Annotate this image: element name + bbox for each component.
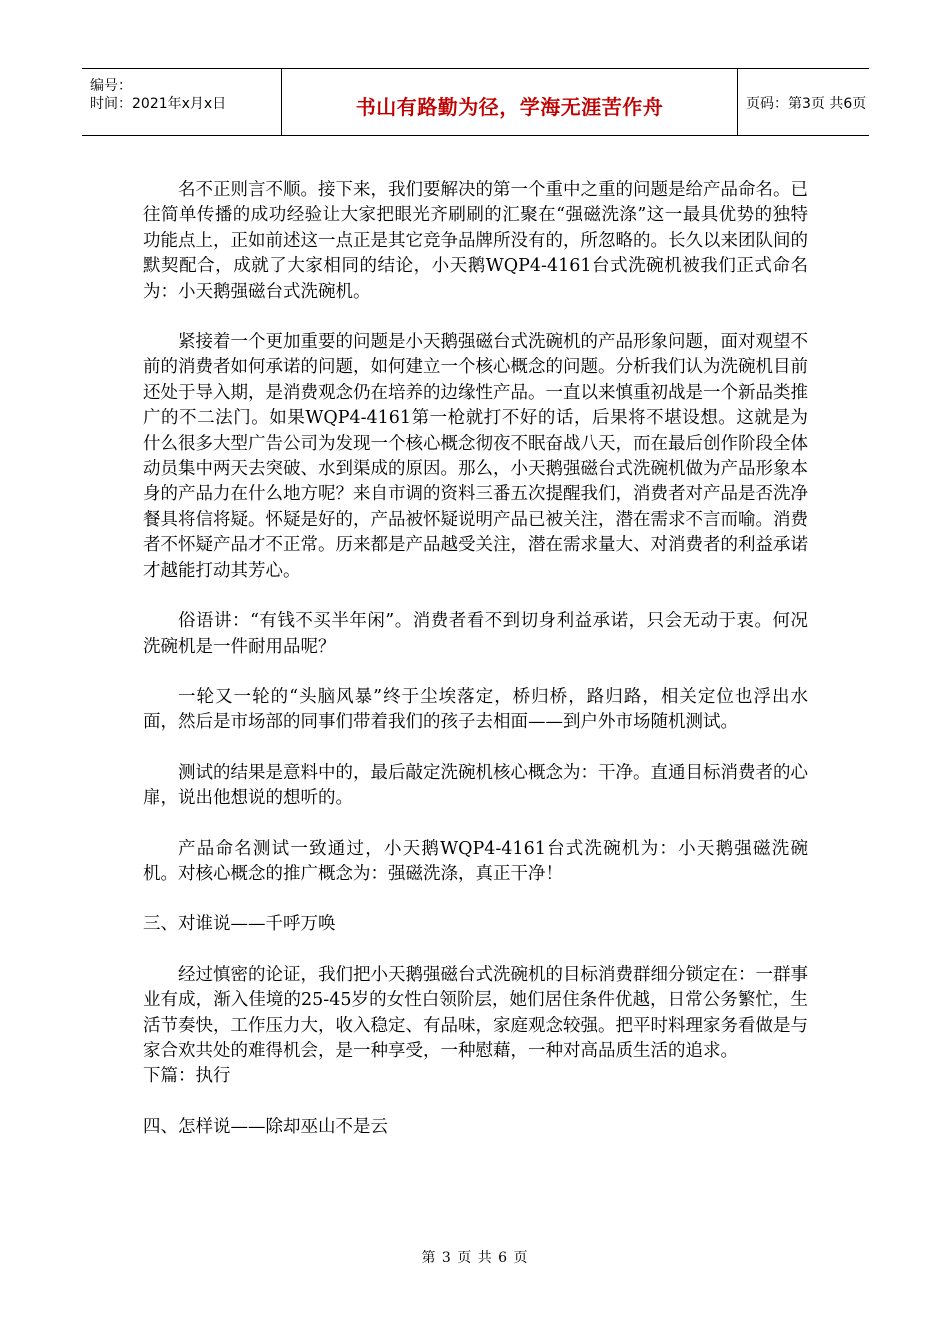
header-motto-cell (282, 69, 738, 135)
paragraph-brainstorm: 一轮又一轮的“头脑风暴”终于尘埃落定，桥归桥，路归路，相关定位也浮出水面，然后是市场部的同事们带着我们的孩子去相面——到户外市场随机测试。 (143, 686, 808, 733)
paragraph-target-audience: 经过慎密的论证，我们把小天鹅强磁台式洗碗机的目标消费群细分锁定在：一群事业有成，渐入佳境的25-45岁的女性白领阶层，她们居住条件优越，日常公务繁忙，生活节奏快，工作压力大，收入稳定、有品味，家庭观念较强。把平时料理家务看做是与家合欢共处的难得机会，是一种享受，一种慰藉，一种对高品质生活的追求。 (143, 964, 808, 1061)
page-footer: 第 3 页 共 6 页 (421, 1250, 529, 1266)
section-heading-target: 三、对谁说——千呼万唤 (143, 914, 336, 935)
paragraph-naming-test: 产品命名测试一致通过，小天鹅WQP4-4161台式洗碗机为：小天鹅强磁洗碗机。对核心概念的推广概念为：强磁洗涤，真正干净！ (143, 838, 808, 884)
paragraph-product-image: 紧接着一个更加重要的问题是小天鹅强磁台式洗碗机的产品形象问题，面对观望不前的消费者如何承诺的问题，如何建立一个核心概念的问题。分析我们认为洗碗机目前还处于导入期，是消费观念仍在培养的边缘性产品。一直以来慎重初战是一个新品类推广的不二法门。如果WQP4-4161第一枪就打不好的话，后果将不堪设想。这就是为什么很多大型广告公司为发现一个核心概念彻夜不眠奋战八天，而在最后创作阶段全体动员集中两天去突破、水到渠成的原因。那么，小天鹅强磁台式洗碗机做为产品形象本身的产品力在什么地方呢？来自市调的资料三番五次提醒我们，消费者对产品是否洗净餐具将信将疑。怀疑是好的，产品被怀疑说明产品已被关注，潜在需求不言而喻。消费者不怀疑产品才不正常。历来都是产品越受关注，潜在需求量大、对消费者的利益承诺才越能打动其芳心。 (143, 332, 808, 581)
document-number-label: 编号： (90, 78, 132, 94)
header-motto: 书山有路勤为径，学海无涯苦作舟 (355, 95, 664, 119)
header-info-cell (82, 69, 282, 135)
header-page-code: 页码：第3页 共6页 (746, 96, 867, 112)
header-page-cell (738, 69, 869, 135)
paragraph-test-result: 测试的结果是意料中的，最后敲定洗碗机核心概念为：干净。直通目标消费者的心扉，说出他想说的想听的。 (143, 762, 808, 809)
part-heading-execution: 下篇：执行 (143, 1066, 231, 1087)
paragraph-product-naming: 名不正则言不顺。接下来，我们要解决的第一个重中之重的问题是给产品命名。已往简单传播的成功经验让大家把眼光齐刷刷的汇聚在“强磁洗涤”这一最具优势的独特功能点上，正如前述这一点正是其它竞争品牌所没有的，所忽略的。长久以来团队间的默契配合，成就了大家相同的结论，小天鹅WQP4-4161台式洗碗机被我们正式命名为：小天鹅强磁台式洗碗机。 (143, 180, 808, 302)
page-header (82, 68, 869, 136)
document-time-label: 时间：2021年x月x日 (90, 96, 227, 112)
document-body (143, 178, 808, 1165)
section-heading-how: 四、怎样说——除却巫山不是云 (143, 1116, 388, 1137)
paragraph-proverb: 俗语讲：“有钱不买半年闲”。消费者看不到切身利益承诺，只会无动于衷。何况洗碗机是一件耐用品呢？ (143, 611, 808, 657)
